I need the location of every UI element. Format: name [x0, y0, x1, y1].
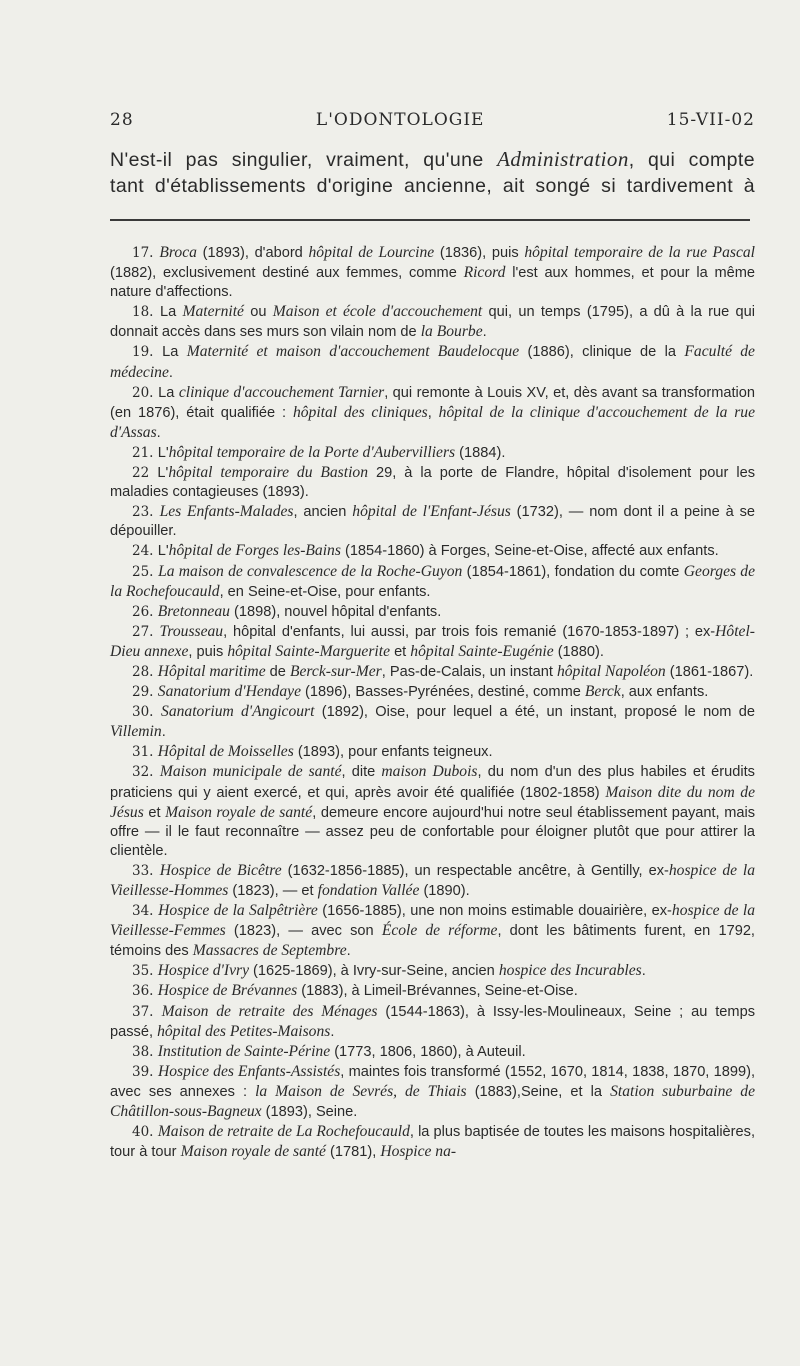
text-run: , dite: [341, 764, 382, 781]
footnote-21: [110, 443, 755, 463]
italic-text: hôpital de Lourcine: [308, 244, 435, 261]
text-run: La: [158, 384, 179, 401]
italic-text: Maison municipale de santé: [159, 763, 342, 781]
text-run: (1823), — et: [228, 883, 318, 899]
text-run: (1544-1863), à Issy-les-Moulineaux, Seine ; au temps passé,: [110, 1003, 755, 1040]
footnote-32: [110, 762, 755, 860]
text-run: , puis: [188, 643, 228, 660]
footnote-36: [110, 981, 755, 1001]
italic-text: hôpital des cliniques: [292, 403, 428, 421]
text-run: , qui remonte à Louis XV, et, dès avant sa transformation (en 1876), était qualifiée :: [110, 384, 755, 421]
text-run: .: [641, 963, 646, 980]
italic-text: Maternité: [182, 303, 244, 321]
italic-text: Hôpital maritime: [157, 662, 266, 680]
footnote-number: 21.: [132, 444, 158, 461]
italic-text: Bretonneau: [157, 602, 230, 620]
text-run: L': [157, 444, 169, 461]
text-run: L': [157, 543, 169, 560]
italic-text: Hospice na-: [380, 1143, 457, 1161]
italic-text: Maison dite du nom de Jésus: [110, 783, 755, 821]
footnote-23: [110, 502, 755, 541]
footnote-number: 34.: [132, 903, 159, 920]
footnote-number: 37.: [132, 1003, 162, 1020]
text-run: (1773, 1806, 1860), à Auteuil.: [330, 1043, 526, 1060]
italic-text: hôpital de Forges les-Bains: [168, 542, 341, 560]
text-run: .: [156, 424, 161, 441]
italic-text: La maison de convalescence de la Roche-Guyon: [158, 562, 463, 580]
footnote-number: 39.: [132, 1063, 158, 1080]
footnote-number: 17.: [132, 245, 160, 261]
italic-text: Hospice de la Salpêtrière: [158, 902, 318, 920]
italic-text: Maison et école d'accouchement: [272, 303, 483, 321]
footnote-28: [110, 662, 755, 682]
text-run: (1884).: [455, 444, 506, 461]
text-run: (1883), à Limeil-Brévannes, Seine-et-Oise.: [297, 983, 578, 1000]
footnote-number: 29.: [132, 684, 158, 701]
text-run: .: [168, 364, 173, 381]
text-run: 29, à la porte de Flandre, hôpital d'isolement pour les maladies contagieuses (1893).: [110, 465, 755, 501]
footnote-number: 23.: [132, 504, 160, 521]
footnote-24: [110, 541, 755, 561]
italic-text: Sanatorium d'Angicourt: [161, 703, 315, 721]
italic-text: Berck-sur-Mer: [289, 662, 382, 680]
italic-text: la Maison de Sevrés, de Thiais: [255, 1082, 467, 1100]
italic-text: la Bourbe: [420, 323, 483, 341]
running-header: [110, 110, 755, 136]
italic-text: hospice des Incurables: [498, 962, 642, 980]
italic-text: clinique d'accouchement Tarnier: [178, 383, 385, 401]
text-run: (1625-1869), à Ivry-sur-Seine, ancien: [249, 963, 499, 980]
italic-text: Maison de retraite des Ménages: [161, 1002, 378, 1020]
text-run: (1823), — avec son: [225, 923, 382, 940]
italic-text: Faculté de médecine: [110, 343, 755, 381]
text-run: et: [390, 643, 411, 660]
footnote-30: [110, 702, 755, 742]
italic-text: hôpital des Petites-Maisons: [157, 1022, 331, 1040]
italic-text: Hospice des Enfants-Assistés: [157, 1062, 341, 1080]
footnote-17: [110, 243, 755, 302]
footnote-number: 38.: [132, 1043, 158, 1060]
italic-text: École de réforme: [381, 922, 498, 940]
footnote-number: 31.: [132, 744, 158, 761]
italic-text: hôpital temporaire de la Porte d'Aubervilliers: [168, 443, 456, 461]
italic-text: Hôpital de Moisselles: [157, 743, 294, 761]
footnote-19: [110, 342, 755, 382]
footnote-31: [110, 742, 755, 762]
text-run: , du nom d'un des plus habiles et érudits praticiens qui y aient exercé, et qui, après avoir été qualifiée (1802-1858): [110, 764, 755, 801]
text-run: La: [162, 344, 187, 361]
footnote-number: 19.: [132, 344, 163, 361]
footnote-20: [110, 383, 755, 443]
text-run: (1880).: [553, 643, 604, 660]
italic-text: fondation Vallée: [317, 882, 420, 899]
italic-text: Villemin: [110, 723, 162, 741]
footnote-number: 30.: [132, 704, 162, 721]
text-run: , demeure encore aujourd'hui notre seul établissement payant, mais offre — il le faut reconnaître — assez peu de confortable pour éloigner plutôt que pour attirer la clientèle.: [110, 804, 756, 859]
text-run: , maintes fois transformé (1552, 1670, 1814, 1838, 1870, 1899), avec ses annexes :: [110, 1063, 755, 1100]
italic-text: hôpital Sainte-Eugénie: [410, 642, 554, 660]
italic-text: Hospice de Brévannes: [157, 982, 298, 1000]
text-run: et: [143, 804, 166, 821]
text-run: (1896), Basses-Pyrénées, destiné, comme: [301, 684, 585, 701]
italic-text: Station suburbaine de Châtillon-sous-Bagneux: [110, 1082, 755, 1121]
footnotes-list: [110, 243, 755, 1162]
text-run: qui, un temps (1795), a dû à la rue qui donnait accès dans ses murs son vilain nom de: [110, 304, 755, 341]
footnote-39: [110, 1062, 755, 1122]
footnote-35: [110, 961, 755, 981]
text-run: (1656-1885), une non moins estimable douairière, ex-: [317, 903, 672, 920]
italic-text: Maison de retraite de La Rochefoucauld: [157, 1123, 410, 1141]
footnote-number: 32.: [132, 764, 160, 781]
document-page: [110, 110, 755, 1162]
text-run: .: [346, 943, 351, 960]
text-run: (1861-1867).: [665, 663, 754, 680]
text-run: , hôpital d'enfants, lui aussi, par trois fois remanié (1670-1853-1897) ; ex-: [223, 623, 716, 640]
footnote-22: [110, 463, 755, 502]
footnote-number: 27.: [132, 623, 160, 640]
footnote-27: [110, 622, 755, 662]
italic-text: hôpital de l'Enfant-Jésus: [352, 503, 511, 521]
footnote-33: [110, 861, 755, 901]
text-run: , aux enfants.: [620, 684, 709, 701]
italic-text: Maison royale de santé: [165, 803, 313, 821]
italic-text: Sanatorium d'Hendaye: [157, 683, 301, 701]
footnote-number: 25.: [132, 563, 159, 580]
text-run: , Pas-de-Calais, un instant: [381, 663, 557, 680]
text-run: (1893), d'abord: [196, 245, 309, 261]
footnote-number: 24.: [132, 543, 158, 560]
footnote-38: [110, 1042, 755, 1062]
italic-text: hospice de la Vieillesse-Femmes: [110, 902, 756, 940]
italic-text: Berck: [584, 683, 621, 701]
footnote-number: 40.: [132, 1124, 158, 1141]
text-run: de: [265, 663, 290, 680]
text-run: (1883),Seine, et la: [466, 1083, 611, 1100]
footnote-number: 26.: [132, 603, 158, 620]
text-run: (1882), exclusivement destiné aux femmes, comme: [110, 265, 464, 282]
text-run: (1892), Oise, pour lequel a été, un instant, proposé le nom de: [314, 704, 755, 721]
italic-text: maison Dubois: [381, 763, 478, 781]
italic-text: Hôtel-Dieu annexe: [110, 622, 755, 660]
footnote-number: 33.: [132, 862, 160, 879]
text-run: .: [330, 1023, 335, 1040]
intro-line-2: tant d'établissements d'origine ancienne, ait songé si tardivement à: [110, 175, 755, 197]
footnote-40: [110, 1122, 755, 1162]
text-run: .: [482, 324, 487, 341]
text-run: ou: [243, 304, 273, 321]
text-run: , la plus baptisée de toutes les maisons hospitalières, tour à tour: [110, 1124, 756, 1161]
footnote-34: [110, 901, 755, 961]
italic-text: Institution de Sainte-Périne: [157, 1042, 331, 1060]
text-run: (1893), pour enfants teigneux.: [293, 744, 493, 761]
footnote-number: 36.: [132, 983, 158, 1000]
footnote-37: [110, 1002, 755, 1042]
text-run: (1836), puis: [434, 245, 525, 261]
page-number: 28: [110, 110, 134, 130]
footnote-29: [110, 682, 755, 702]
text-run: .: [161, 724, 166, 741]
text-run: L': [157, 465, 169, 482]
italic-text: hôpital temporaire de la rue Pascal: [524, 244, 755, 261]
italic-text: hôpital Sainte-Marguerite: [227, 642, 391, 660]
text-run: l'est aux hommes, et pour la même nature d'affections.: [110, 265, 755, 301]
footnote-18: [110, 302, 755, 342]
footnote-25: [110, 562, 755, 602]
text-run: (1854-1861), fondation du comte: [462, 563, 684, 580]
text-run: , ancien: [293, 504, 353, 521]
text-run: (1886), clinique de la: [519, 344, 685, 361]
intro-paragraph: [110, 146, 755, 199]
text-run: (1890).: [419, 883, 470, 899]
italic-text: hôpital Napoléon: [556, 662, 666, 680]
intro-line-1: N'est-il pas singulier, vraiment, qu'une Administration, qui compte: [110, 147, 755, 171]
italic-text: hospice de la Vieillesse-Hommes: [110, 861, 755, 899]
text-run: , dont les bâtiments furent, en 1792, témoins des: [110, 923, 755, 960]
text-run: La: [159, 304, 183, 321]
text-run: (1781),: [325, 1144, 381, 1161]
footnote-number: 28.: [132, 663, 158, 680]
footnote-number: 35.: [132, 963, 158, 980]
text-run: (1898), nouvel hôpital d'enfants.: [229, 603, 442, 620]
italic-text: Georges de la Rochefoucauld: [110, 562, 755, 600]
italic-text: hôpital temporaire du Bastion: [168, 464, 368, 482]
italic-text: Les Enfants-Malades: [159, 503, 294, 521]
issue-date: 15-VII-02: [666, 110, 755, 130]
footnote-separator: [110, 219, 750, 221]
footnote-number: 18.: [132, 304, 160, 321]
journal-title: L'ODONTOLOGIE: [315, 110, 485, 130]
text-run: (1854-1860) à Forges, Seine-et-Oise, affecté aux enfants.: [340, 543, 719, 560]
italic-text: Broca: [159, 244, 197, 261]
italic-text: Maternité et maison d'accouchement Baudelocque: [186, 343, 520, 361]
italic-text: Hospice d'Ivry: [157, 962, 249, 980]
italic-text: Ricord: [463, 264, 506, 282]
italic-text: Massacres de Septembre: [192, 942, 347, 960]
text-run: (1632-1856-1885), un respectable ancêtre, à Gentilly, ex-: [281, 862, 669, 879]
italic-text: Trousseau: [159, 622, 224, 640]
footnote-number: 22: [132, 465, 158, 482]
footnote-26: [110, 602, 755, 622]
italic-text: Hospice de Bicêtre: [159, 861, 282, 879]
text-run: (1893), Seine.: [261, 1104, 358, 1121]
italic-text: hôpital de la clinique d'accouchement de la rue d'Assas: [110, 403, 755, 441]
text-run: ,: [427, 404, 439, 421]
text-run: , en Seine-et-Oise, pour enfants.: [219, 583, 431, 600]
text-run: (1732), — nom dont il a peine à se dépouiller.: [110, 504, 756, 540]
italic-text: Maison royale de santé: [180, 1143, 326, 1161]
footnote-number: 20.: [132, 384, 159, 401]
